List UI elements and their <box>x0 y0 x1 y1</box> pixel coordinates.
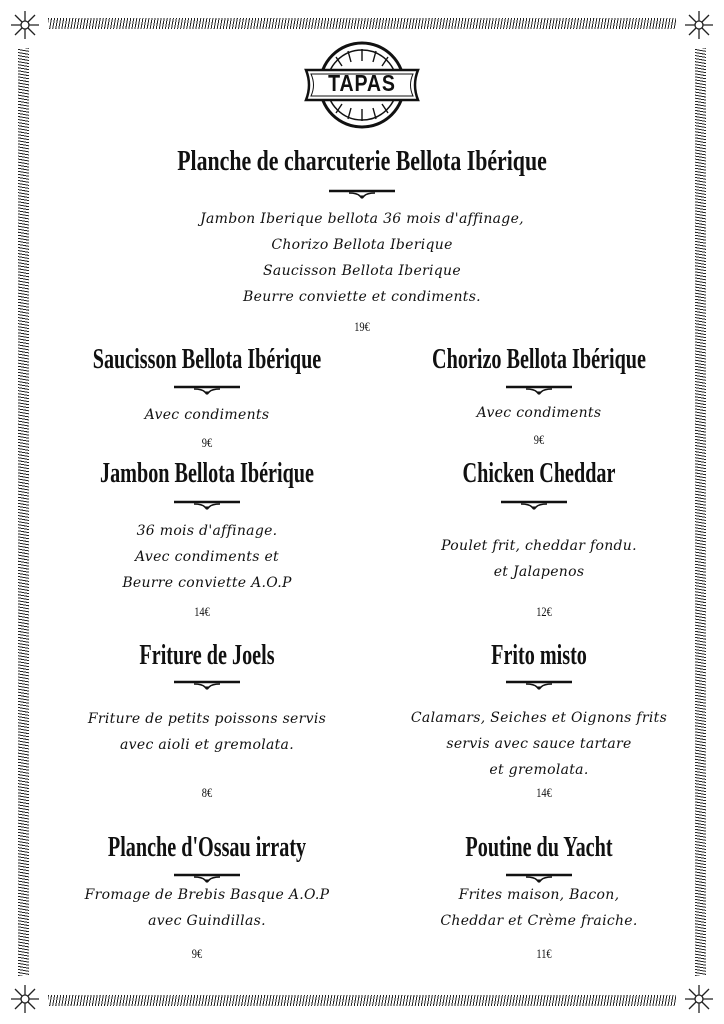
corner-star-icon <box>10 10 40 40</box>
menu-item-title: Saucisson Bellota Ibérique <box>92 344 322 375</box>
section-badge <box>296 40 428 130</box>
menu-item-desc-line: Avec condiments et <box>135 549 279 565</box>
menu-item-price: 8€ <box>201 785 213 800</box>
ornament-divider-icon <box>504 870 574 882</box>
border-left <box>18 48 29 976</box>
menu-item-price: 11€ <box>536 946 552 961</box>
menu-item-title: Planche d'Ossau irraty <box>107 832 307 863</box>
ornament-divider-icon <box>504 677 574 689</box>
menu-item-desc-line: et Jalapenos <box>493 564 585 580</box>
border-bottom <box>48 995 676 1006</box>
ornament-divider-icon <box>172 382 242 394</box>
menu-item-price: 12€ <box>536 604 552 619</box>
menu-item-price: 9€ <box>201 435 213 450</box>
menu-item-desc-line: Jambon Iberique bellota 36 mois d'affinage, <box>200 211 524 227</box>
menu-item-desc-line: Beurre conviette A.O.P <box>122 575 292 591</box>
menu-item-desc-line: Frites maison, Bacon, <box>458 887 620 903</box>
menu-item-desc-line: Avec condiments <box>476 405 602 421</box>
menu-item-desc-line: et gremolata. <box>489 762 589 778</box>
menu-item-desc-line: Cheddar et Crème fraiche. <box>440 913 638 929</box>
menu-item-desc-line: Fromage de Brebis Basque A.O.P <box>84 887 330 903</box>
menu-item-desc-line: servis avec sauce tartare <box>446 736 632 752</box>
menu-item-title: Chicken Cheddar <box>462 458 616 489</box>
menu-item-title: Chorizo Bellota Ibérique <box>432 344 646 375</box>
section-title: TAPAS <box>328 70 396 96</box>
menu-item-price: 14€ <box>194 604 210 619</box>
menu-item-desc-line: Friture de petits poissons servis <box>87 711 327 727</box>
menu-item-price: 9€ <box>191 946 203 961</box>
menu-item-title: Planche de charcuterie Bellota Ibérique <box>177 146 547 177</box>
menu-item-price: 14€ <box>536 785 552 800</box>
ornament-divider-icon <box>504 382 574 394</box>
ornament-divider-icon <box>172 497 242 509</box>
menu-item-title: Frito misto <box>491 640 587 671</box>
border-top <box>48 18 676 29</box>
menu-item-price: 9€ <box>533 432 545 447</box>
border-right <box>695 48 706 976</box>
menu-item-desc-line: avec Guindillas. <box>148 913 266 929</box>
menu-item-desc-line: Saucisson Bellota Iberique <box>263 263 461 279</box>
corner-star-icon <box>684 10 714 40</box>
menu-item-desc-line: Calamars, Seiches et Oignons frits <box>410 710 668 726</box>
corner-star-icon <box>10 984 40 1014</box>
ornament-divider-icon <box>327 186 397 198</box>
menu-item-desc-line: Poulet frit, cheddar fondu. <box>441 538 637 554</box>
menu-item-desc-line: Chorizo Bellota Iberique <box>271 237 453 253</box>
menu-item-price: 19€ <box>354 319 370 334</box>
menu-item-title: Jambon Bellota Ibérique <box>100 458 314 489</box>
ornament-divider-icon <box>499 497 569 509</box>
menu-item-title: Poutine du Yacht <box>465 832 613 863</box>
ornament-divider-icon <box>172 870 242 882</box>
menu-item-desc-line: avec aioli et gremolata. <box>120 737 294 753</box>
corner-star-icon <box>684 984 714 1014</box>
menu-item-desc-line: 36 mois d'affinage. <box>136 523 278 539</box>
menu-item-desc-line: Avec condiments <box>144 407 270 423</box>
menu-item-title: Friture de Joels <box>139 640 275 671</box>
menu-item-desc-line: Beurre conviette et condiments. <box>243 289 481 305</box>
ornament-divider-icon <box>172 677 242 689</box>
